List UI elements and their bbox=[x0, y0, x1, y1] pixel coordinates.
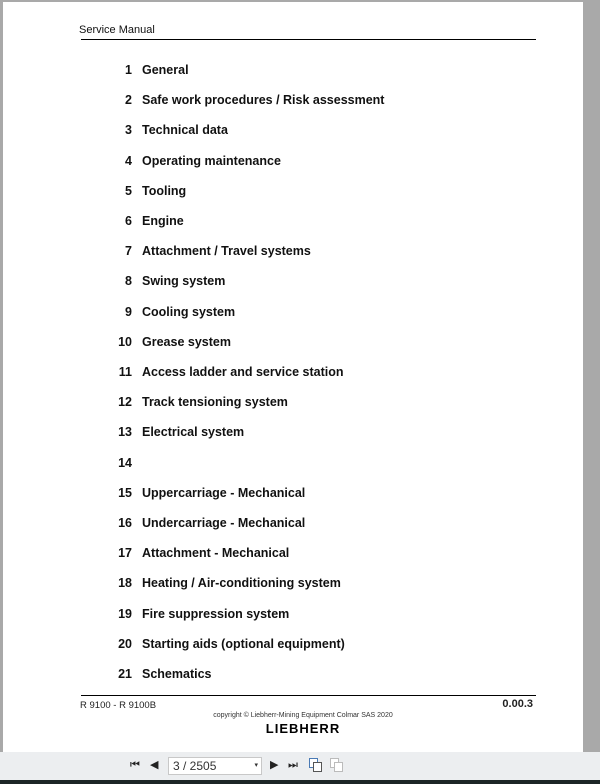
toc-entry-number: 7 bbox=[125, 244, 132, 259]
toc-entry-number: 8 bbox=[125, 274, 132, 289]
toc-entry-number: 11 bbox=[118, 365, 132, 379]
next-page-button[interactable]: ▶ bbox=[270, 759, 279, 771]
footer-copyright: copyright © Liebherr-Mining Equipment Colmar SAS 2020 bbox=[213, 712, 393, 719]
toc-entry-number: 1 bbox=[125, 63, 132, 77]
footer-model: R 9100 - R 9100B bbox=[80, 700, 157, 711]
toc-entry-label: Undercarriage - Mechanical bbox=[142, 516, 306, 530]
copy-page-icon[interactable] bbox=[309, 758, 322, 776]
toc-entry-label: Attachment - Mechanical bbox=[142, 546, 290, 561]
toc-entry-label: Electrical system bbox=[142, 425, 245, 440]
toc-entry-label: Heating / Air-conditioning system bbox=[142, 576, 341, 591]
toc-entry-label: Safe work procedures / Risk assessment bbox=[142, 93, 385, 108]
toc-entry-number: 13 bbox=[118, 425, 132, 440]
toc-entry-number: 14 bbox=[118, 455, 132, 470]
first-page-button[interactable]: ⏮ bbox=[130, 759, 140, 771]
toc-entry-label: Grease system bbox=[142, 334, 231, 349]
toc-entry-label: Uppercarriage - Mechanical bbox=[142, 485, 306, 500]
toc-entry-number: 10 bbox=[118, 334, 132, 349]
toc-entry-label: Swing system bbox=[142, 274, 226, 289]
toc-entry-number: 19 bbox=[118, 606, 132, 621]
liebherr-logo: LIEBHERR bbox=[265, 721, 341, 736]
last-page-button[interactable]: ⏭ bbox=[288, 759, 298, 771]
document-page bbox=[3, 2, 583, 752]
toc-entry-label: Access ladder and service station bbox=[142, 365, 344, 379]
toc-entry-number: 2 bbox=[125, 93, 132, 108]
toc-entry-number: 15 bbox=[118, 485, 132, 500]
toc-entry-label: Track tensioning system bbox=[142, 395, 288, 410]
toc-entry-number: 5 bbox=[125, 183, 132, 198]
chevron-down-icon[interactable]: ▾ bbox=[254, 762, 258, 769]
page-indicator: 3 / 2505 bbox=[173, 759, 217, 773]
pdf-navigation-toolbar bbox=[0, 752, 600, 780]
taskbar-strip bbox=[0, 780, 600, 784]
previous-page-button[interactable]: ◀ bbox=[150, 759, 159, 771]
toc-entry-number: 9 bbox=[125, 304, 132, 319]
page-number-select[interactable] bbox=[168, 757, 262, 775]
toc-entry-number: 4 bbox=[125, 153, 132, 168]
toc-entry-label: Engine bbox=[142, 214, 184, 228]
toc-entry-number: 16 bbox=[118, 516, 132, 530]
page-header-title: Service Manual bbox=[79, 24, 155, 36]
toc-entry-label: Attachment / Travel systems bbox=[142, 244, 311, 259]
toc-entry-number: 21 bbox=[118, 667, 132, 681]
toc-entry-label: Fire suppression system bbox=[142, 606, 290, 621]
toc-entry-number: 18 bbox=[118, 576, 132, 591]
footer-page-number: 0.00.3 bbox=[502, 698, 533, 710]
toc-entry-label: Technical data bbox=[142, 123, 228, 138]
header-divider bbox=[81, 39, 536, 40]
toc-entry-number: 12 bbox=[118, 395, 132, 410]
paste-page-icon[interactable] bbox=[330, 758, 343, 776]
toc-entry-label: Tooling bbox=[142, 183, 187, 198]
footer-divider bbox=[81, 695, 536, 696]
toc-entry-number: 17 bbox=[118, 546, 132, 561]
toc-entry-label: Cooling system bbox=[142, 304, 236, 319]
toc-entry-label: Operating maintenance bbox=[142, 153, 281, 168]
toc-entry-number: 6 bbox=[125, 214, 132, 228]
toc-entry-number: 3 bbox=[125, 123, 132, 138]
toc-entry-label: General bbox=[142, 63, 189, 77]
toc-entry-label: Schematics bbox=[142, 667, 212, 681]
toc-entry-label: Starting aids (optional equipment) bbox=[142, 636, 345, 651]
toc-entry-number: 20 bbox=[118, 636, 132, 651]
